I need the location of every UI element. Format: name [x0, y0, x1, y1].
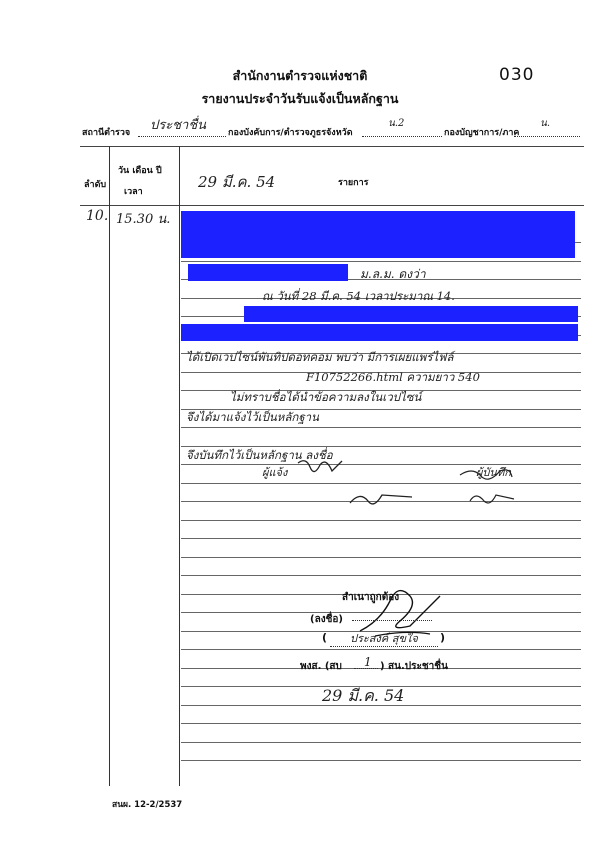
handwritten-line: F10752266.html ความยาว 540	[306, 370, 480, 384]
ruled-line	[181, 649, 581, 650]
redaction-block	[244, 306, 578, 322]
station-value: ประชาชื่น	[150, 118, 207, 133]
signer-name: ประสงค์ สุขใจ	[350, 632, 418, 645]
report-title: รายงานประจำวันรับแจ้งเป็นหลักฐาน	[201, 91, 399, 106]
division-label: กองบังคับการ/ตำรวจภูธรจังหวัด	[228, 128, 353, 138]
entry-number: 10.	[86, 208, 109, 224]
rank-suffix: ) สน.ประชาชื่น	[380, 661, 448, 672]
handwritten-line: ไม่ทราบชื่อได้นำข้อความลงในเวปไซน์	[230, 390, 422, 404]
handwritten-line: ได้เปิดเวปไซน์พันทิปดอทคอม พบว่า มีการเผยแพร่ไฟล์	[186, 350, 454, 364]
col-header-date: วัน เดือน ปี	[118, 166, 162, 176]
form-code: สนผ. 12-2/2537	[112, 800, 183, 810]
signature-scribbles	[180, 455, 580, 525]
signature-dots	[352, 620, 432, 621]
col-divider-1	[109, 146, 110, 786]
paren-open: (	[322, 631, 328, 644]
entry-time: 15.30 น.	[116, 212, 171, 227]
ruled-line	[181, 557, 581, 558]
handwritten-signature-label: ผู้แจ้ง	[262, 466, 288, 479]
certified-copy-label: สำเนาถูกต้อง	[342, 592, 400, 603]
agency-title: สำนักงานตำรวจแห่งชาติ	[232, 68, 368, 83]
ruled-line	[181, 427, 581, 428]
name-dots	[330, 646, 438, 647]
handwritten-line: ณ วันที่ 28 มี.ค. 54 เวลาประมาณ 14.	[262, 289, 455, 303]
handwritten-line: ม.ล.ม. ดงว่า	[360, 267, 426, 281]
col-header-no: ลำดับ	[84, 180, 107, 190]
handwritten-line: จึงได้มาแจ้งไว้เป็นหลักฐาน	[186, 410, 319, 424]
rank-value: 1	[364, 655, 372, 669]
table-header-border	[80, 205, 584, 206]
ruled-line	[181, 742, 581, 743]
ruled-line	[181, 723, 581, 724]
redaction-block	[181, 324, 578, 341]
table-top-border	[80, 146, 584, 147]
handwritten-line: จึงบันทึกไว้เป็นหลักฐาน ลงชื่อ	[186, 448, 333, 462]
date-value: 29 มี.ค. 54	[198, 173, 276, 191]
ruled-line	[181, 760, 581, 761]
ruled-line	[181, 538, 581, 539]
command-label: กองบัญชาการ/ภาค	[444, 128, 520, 138]
col-header-details: รายการ	[338, 178, 369, 188]
stamp-date: 29 มี.ค. 54	[322, 686, 405, 705]
redaction-block	[181, 211, 575, 258]
col-header-time: เวลา	[124, 187, 143, 197]
redaction-block	[188, 264, 348, 281]
signed-label: (ลงชื่อ)	[310, 614, 343, 625]
rank-prefix: พงส. (สบ	[300, 661, 342, 672]
paren-close: )	[440, 631, 446, 644]
ruled-line	[181, 261, 581, 262]
handwritten-signature-label: ผู้บันทึก	[476, 466, 511, 479]
command-value: น.	[540, 118, 551, 129]
station-label: สถานีตำรวจ	[82, 128, 131, 138]
division-value: น.2	[388, 118, 405, 129]
page-number: 030	[499, 65, 535, 85]
